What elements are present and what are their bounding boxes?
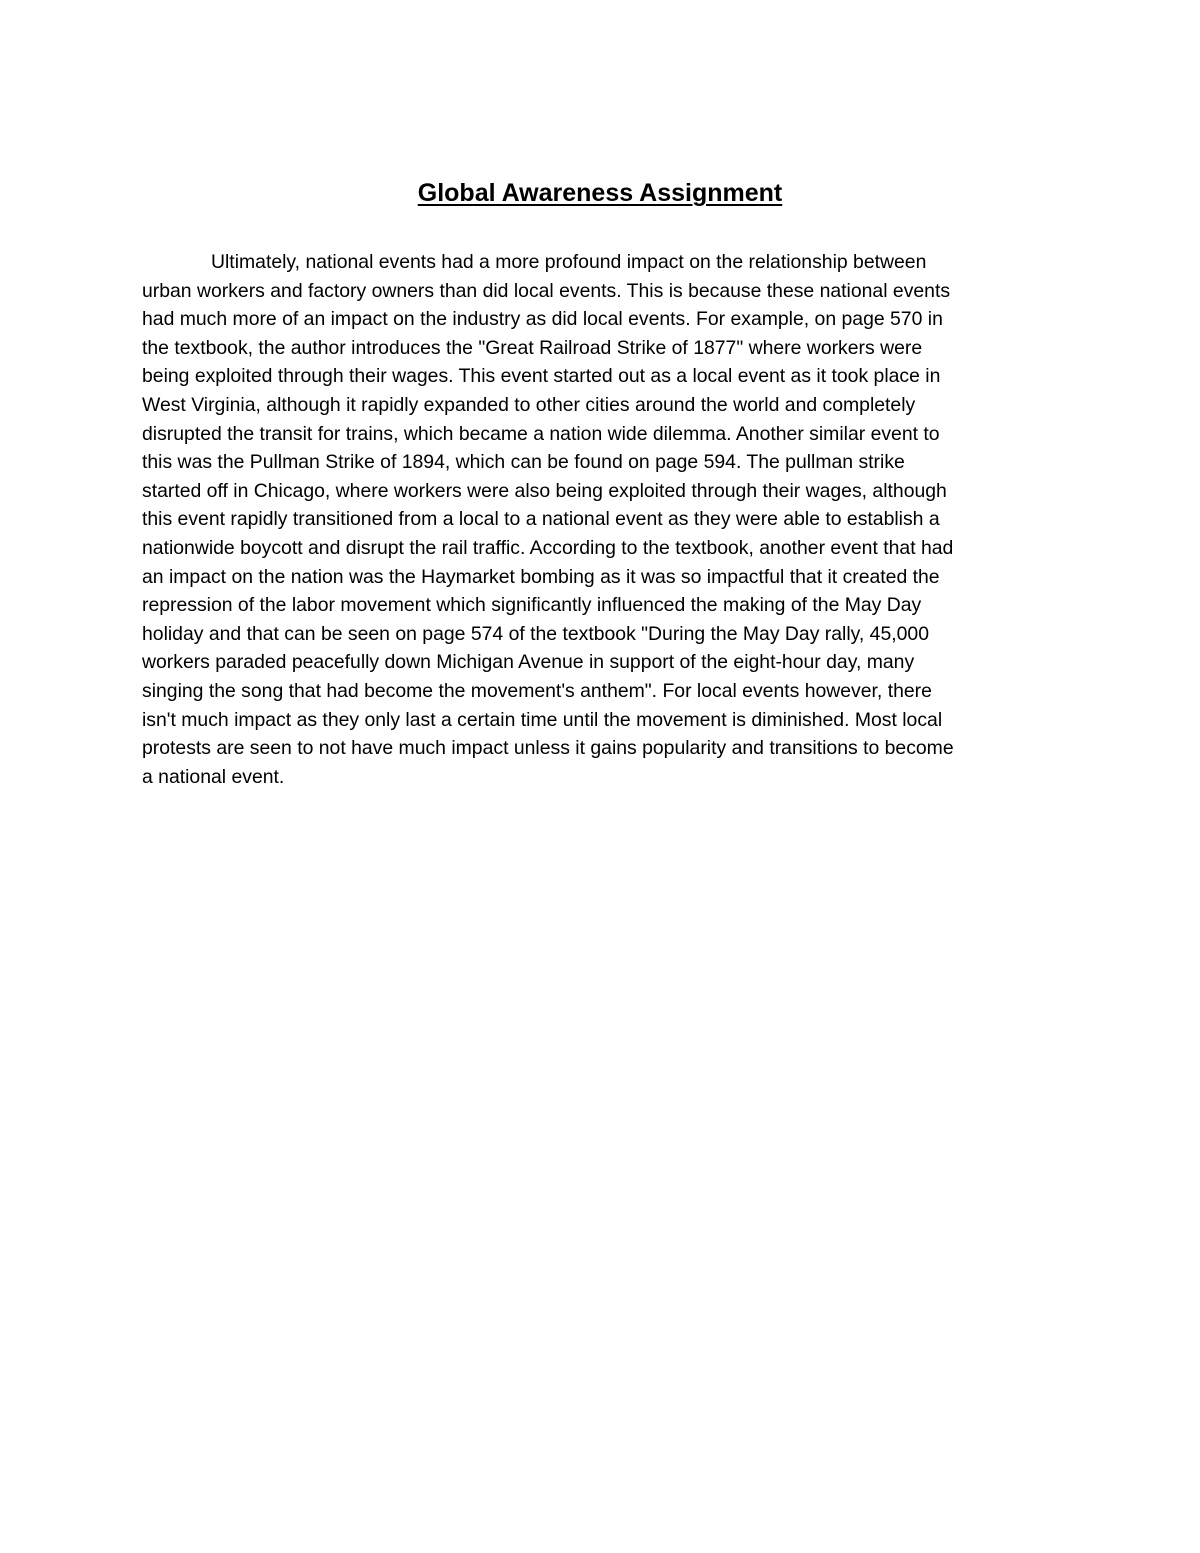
body-line: disrupted the transit for trains, which became a nation wide dilemma. Another similar event to [142,422,940,445]
body-line: protests are seen to not have much impact unless it gains popularity and transitions to become [142,737,954,760]
body-line: nationwide boycott and disrupt the rail traffic. According to the textbook, another event that had [142,536,954,559]
body-line: urban workers and factory owners than did local events. This is because these national events [142,279,951,302]
body-line: holiday and that can be seen on page 574 of the textbook "During the May Day rally, 45,000 [142,622,929,645]
body-line: this event rapidly transitioned from a local to a national event as they were able to establish a [142,508,940,531]
body-line: the textbook, the author introduces the "Great Railroad Strike of 1877" where workers were [142,336,923,359]
body-line: isn't much impact as they only last a certain time until the movement is diminished. Most local [142,708,943,731]
document-title: Global Awareness Assignment [417,179,783,207]
body-line: this was the Pullman Strike of 1894, which can be found on page 594. The pullman strike [142,451,905,474]
body-line: a national event. [142,765,285,788]
body-line: being exploited through their wages. This event started out as a local event as it took place in [142,365,941,388]
body-line: singing the song that had become the movement's anthem". For local events however, there [142,679,932,702]
body-line: West Virginia, although it rapidly expanded to other cities around the world and completely [142,393,916,416]
body-line: had much more of an impact on the industry as did local events. For example, on page 570 in [142,308,943,331]
body-line: started off in Chicago, where workers were also being exploited through their wages, although [142,479,947,502]
document-body [142,248,1048,791]
body-line: repression of the labor movement which significantly influenced the making of the May Day [142,594,922,617]
body-line: workers paraded peacefully down Michigan Avenue in support of the eight-hour day, many [142,651,915,674]
body-line: Ultimately, national events had a more profound impact on the relationship between [211,251,927,273]
body-line: an impact on the nation was the Haymarket bombing as it was so impactful that it created the [142,565,940,588]
